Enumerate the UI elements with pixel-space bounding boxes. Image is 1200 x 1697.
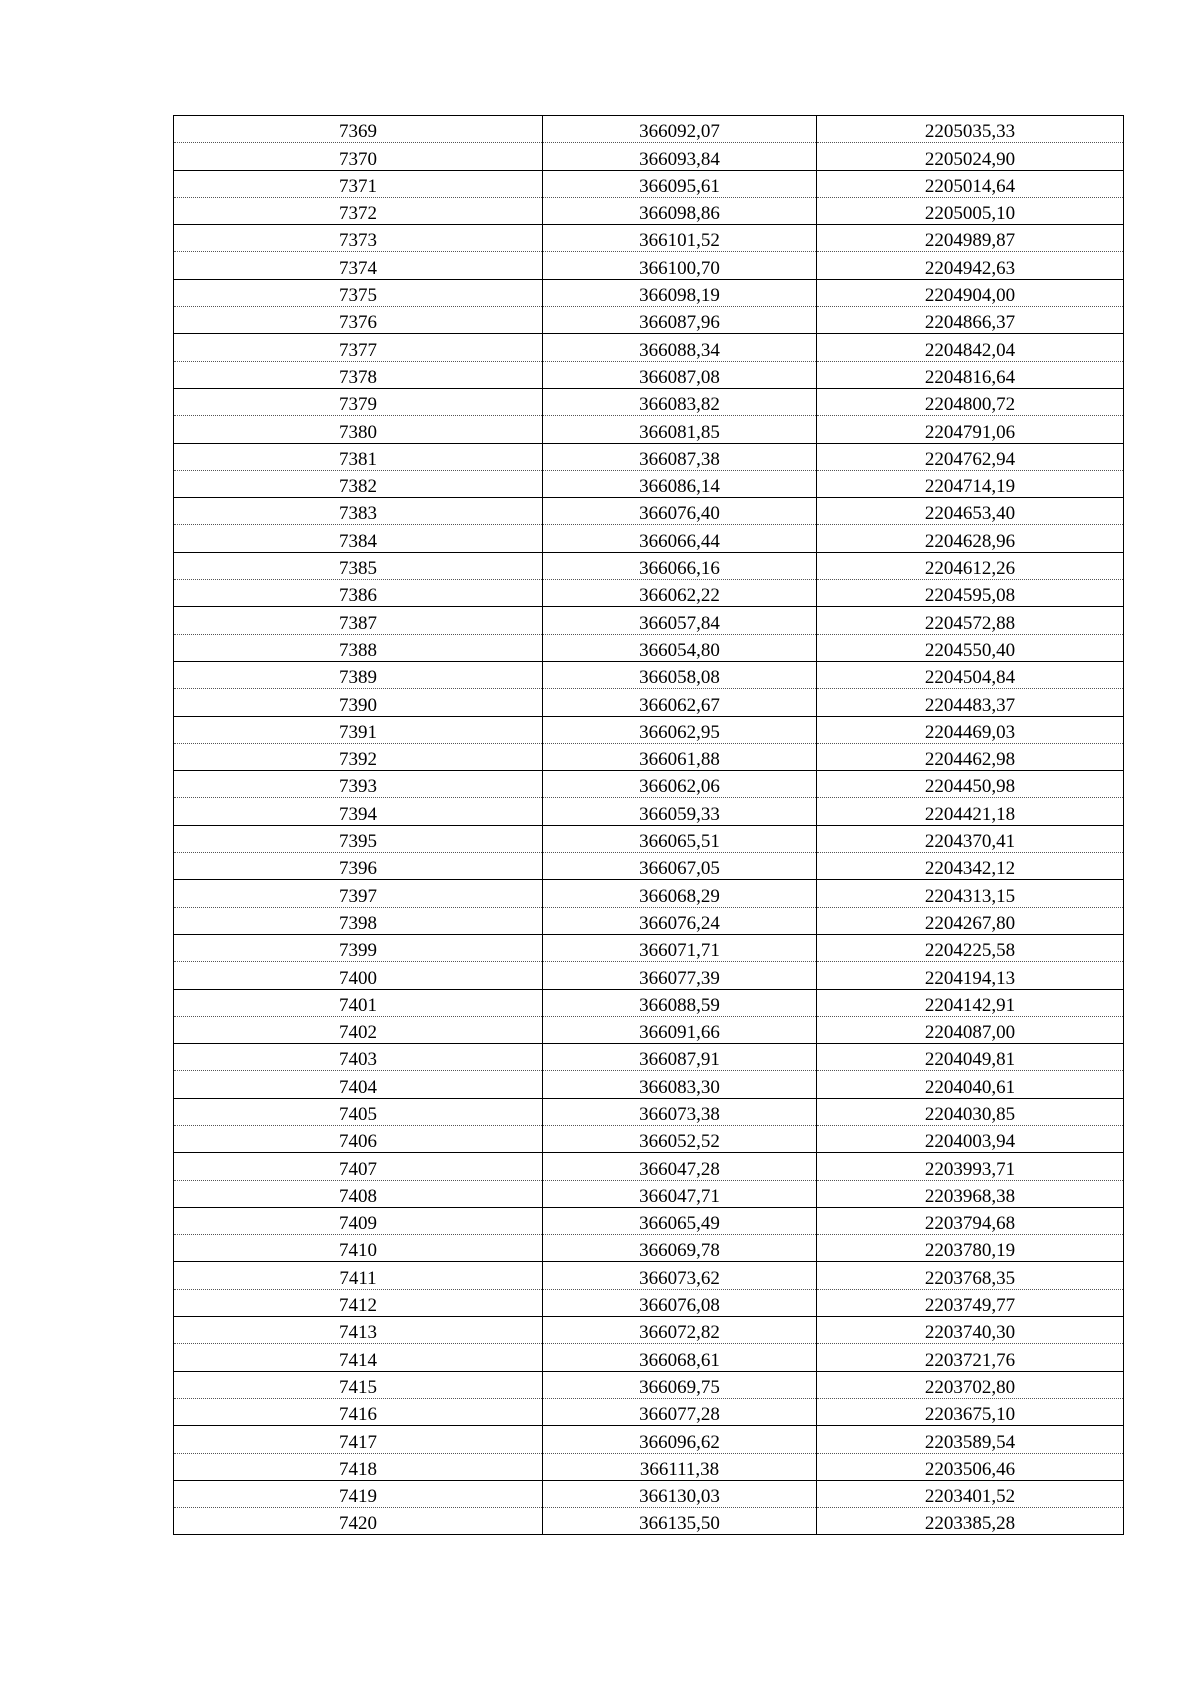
x-coordinate-cell: 366047,28 [543,1153,817,1180]
point-number-cell: 7383 [174,498,543,525]
point-number-cell: 7400 [174,962,543,989]
table-row [174,634,1124,661]
point-number-cell: 7391 [174,716,543,743]
table-row [174,1153,1124,1180]
table-row [174,934,1124,961]
point-number-cell: 7388 [174,634,543,661]
table-row [174,307,1124,334]
y-coordinate-cell: 2203401,52 [817,1480,1124,1507]
y-coordinate-cell: 2204714,19 [817,470,1124,497]
table-row [174,1371,1124,1398]
table-row [174,552,1124,579]
point-number-cell: 7380 [174,416,543,443]
x-coordinate-cell: 366073,38 [543,1098,817,1125]
x-coordinate-cell: 366087,08 [543,361,817,388]
point-number-cell: 7403 [174,1044,543,1071]
point-number-cell: 7417 [174,1426,543,1453]
point-number-cell: 7408 [174,1180,543,1207]
point-number-cell: 7392 [174,743,543,770]
y-coordinate-cell: 2203589,54 [817,1426,1124,1453]
y-coordinate-cell: 2203385,28 [817,1508,1124,1535]
x-coordinate-cell: 366069,78 [543,1235,817,1262]
table-row [174,1317,1124,1344]
y-coordinate-cell: 2203768,35 [817,1262,1124,1289]
y-coordinate-cell: 2204450,98 [817,771,1124,798]
x-coordinate-cell: 366130,03 [543,1480,817,1507]
x-coordinate-cell: 366076,08 [543,1289,817,1316]
y-coordinate-cell: 2204628,96 [817,525,1124,552]
x-coordinate-cell: 366096,62 [543,1426,817,1453]
table-row [174,197,1124,224]
point-number-cell: 7369 [174,116,543,143]
x-coordinate-cell: 366047,71 [543,1180,817,1207]
table-row [174,170,1124,197]
y-coordinate-cell: 2205005,10 [817,197,1124,224]
point-number-cell: 7374 [174,252,543,279]
table-row [174,1044,1124,1071]
x-coordinate-cell: 366073,62 [543,1262,817,1289]
table-row [174,1071,1124,1098]
y-coordinate-cell: 2204469,03 [817,716,1124,743]
table-row [174,1262,1124,1289]
y-coordinate-cell: 2204342,12 [817,853,1124,880]
y-coordinate-cell: 2204904,00 [817,279,1124,306]
table-row [174,525,1124,552]
point-number-cell: 7398 [174,907,543,934]
table-row [174,989,1124,1016]
x-coordinate-cell: 366057,84 [543,607,817,634]
point-number-cell: 7381 [174,443,543,470]
table-row [174,470,1124,497]
x-coordinate-cell: 366058,08 [543,661,817,688]
x-coordinate-cell: 366065,51 [543,825,817,852]
point-number-cell: 7372 [174,197,543,224]
y-coordinate-cell: 2204462,98 [817,743,1124,770]
y-coordinate-cell: 2204194,13 [817,962,1124,989]
x-coordinate-cell: 366086,14 [543,470,817,497]
x-coordinate-cell: 366087,91 [543,1044,817,1071]
y-coordinate-cell: 2204040,61 [817,1071,1124,1098]
table-row [174,279,1124,306]
x-coordinate-cell: 366081,85 [543,416,817,443]
table-row [174,416,1124,443]
table-row [174,1508,1124,1535]
point-number-cell: 7386 [174,580,543,607]
y-coordinate-cell: 2204003,94 [817,1125,1124,1152]
point-number-cell: 7406 [174,1125,543,1152]
table-row [174,907,1124,934]
x-coordinate-cell: 366087,38 [543,443,817,470]
table-row [174,361,1124,388]
x-coordinate-cell: 366083,82 [543,388,817,415]
y-coordinate-cell: 2205024,90 [817,143,1124,170]
table-row [174,1180,1124,1207]
y-coordinate-cell: 2204800,72 [817,388,1124,415]
y-coordinate-cell: 2204942,63 [817,252,1124,279]
y-coordinate-cell: 2204142,91 [817,989,1124,1016]
y-coordinate-cell: 2203675,10 [817,1398,1124,1425]
table-row [174,580,1124,607]
point-number-cell: 7375 [174,279,543,306]
table-row [174,1289,1124,1316]
x-coordinate-cell: 366062,06 [543,771,817,798]
y-coordinate-cell: 2203721,76 [817,1344,1124,1371]
x-coordinate-cell: 366098,19 [543,279,817,306]
y-coordinate-cell: 2204791,06 [817,416,1124,443]
point-number-cell: 7378 [174,361,543,388]
point-number-cell: 7377 [174,334,543,361]
x-coordinate-cell: 366100,70 [543,252,817,279]
y-coordinate-cell: 2203740,30 [817,1317,1124,1344]
point-number-cell: 7404 [174,1071,543,1098]
point-number-cell: 7393 [174,771,543,798]
point-number-cell: 7395 [174,825,543,852]
table-row [174,853,1124,880]
x-coordinate-cell: 366087,96 [543,307,817,334]
x-coordinate-cell: 366071,71 [543,934,817,961]
table-row [174,388,1124,415]
table-row [174,1235,1124,1262]
x-coordinate-cell: 366062,67 [543,689,817,716]
x-coordinate-cell: 366083,30 [543,1071,817,1098]
table-row [174,661,1124,688]
x-coordinate-cell: 366062,22 [543,580,817,607]
table-row [174,1098,1124,1125]
table-row [174,1344,1124,1371]
coordinates-table [173,115,1124,1535]
x-coordinate-cell: 366077,39 [543,962,817,989]
coordinates-table-body [174,116,1124,1535]
y-coordinate-cell: 2204595,08 [817,580,1124,607]
point-number-cell: 7373 [174,225,543,252]
y-coordinate-cell: 2204049,81 [817,1044,1124,1071]
y-coordinate-cell: 2204504,84 [817,661,1124,688]
x-coordinate-cell: 366068,61 [543,1344,817,1371]
table-row [174,689,1124,716]
point-number-cell: 7407 [174,1153,543,1180]
point-number-cell: 7420 [174,1508,543,1535]
table-row [174,443,1124,470]
table-row [174,607,1124,634]
point-number-cell: 7387 [174,607,543,634]
y-coordinate-cell: 2205035,33 [817,116,1124,143]
point-number-cell: 7411 [174,1262,543,1289]
x-coordinate-cell: 366062,95 [543,716,817,743]
point-number-cell: 7418 [174,1453,543,1480]
x-coordinate-cell: 366095,61 [543,170,817,197]
y-coordinate-cell: 2204989,87 [817,225,1124,252]
x-coordinate-cell: 366111,38 [543,1453,817,1480]
y-coordinate-cell: 2204030,85 [817,1098,1124,1125]
point-number-cell: 7390 [174,689,543,716]
point-number-cell: 7415 [174,1371,543,1398]
x-coordinate-cell: 366076,40 [543,498,817,525]
y-coordinate-cell: 2204313,15 [817,880,1124,907]
y-coordinate-cell: 2204370,41 [817,825,1124,852]
table-row [174,1480,1124,1507]
table-row [174,1125,1124,1152]
x-coordinate-cell: 366069,75 [543,1371,817,1398]
y-coordinate-cell: 2204612,26 [817,552,1124,579]
x-coordinate-cell: 366067,05 [543,853,817,880]
table-row [174,825,1124,852]
y-coordinate-cell: 2204087,00 [817,1016,1124,1043]
table-row [174,771,1124,798]
y-coordinate-cell: 2204267,80 [817,907,1124,934]
table-row [174,880,1124,907]
y-coordinate-cell: 2204653,40 [817,498,1124,525]
point-number-cell: 7412 [174,1289,543,1316]
y-coordinate-cell: 2204572,88 [817,607,1124,634]
point-number-cell: 7397 [174,880,543,907]
x-coordinate-cell: 366088,34 [543,334,817,361]
x-coordinate-cell: 366091,66 [543,1016,817,1043]
y-coordinate-cell: 2204762,94 [817,443,1124,470]
y-coordinate-cell: 2204225,58 [817,934,1124,961]
point-number-cell: 7396 [174,853,543,880]
x-coordinate-cell: 366052,52 [543,1125,817,1152]
y-coordinate-cell: 2203993,71 [817,1153,1124,1180]
y-coordinate-cell: 2203968,38 [817,1180,1124,1207]
x-coordinate-cell: 366101,52 [543,225,817,252]
y-coordinate-cell: 2204866,37 [817,307,1124,334]
point-number-cell: 7402 [174,1016,543,1043]
x-coordinate-cell: 366066,16 [543,552,817,579]
point-number-cell: 7394 [174,798,543,825]
point-number-cell: 7371 [174,170,543,197]
y-coordinate-cell: 2203702,80 [817,1371,1124,1398]
table-row [174,1453,1124,1480]
y-coordinate-cell: 2204550,40 [817,634,1124,661]
x-coordinate-cell: 366061,88 [543,743,817,770]
table-row [174,143,1124,170]
x-coordinate-cell: 366093,84 [543,143,817,170]
y-coordinate-cell: 2204842,04 [817,334,1124,361]
y-coordinate-cell: 2204816,64 [817,361,1124,388]
x-coordinate-cell: 366088,59 [543,989,817,1016]
table-row [174,252,1124,279]
point-number-cell: 7419 [174,1480,543,1507]
table-row [174,962,1124,989]
y-coordinate-cell: 2204483,37 [817,689,1124,716]
table-row [174,1426,1124,1453]
x-coordinate-cell: 366072,82 [543,1317,817,1344]
x-coordinate-cell: 366092,07 [543,116,817,143]
point-number-cell: 7413 [174,1317,543,1344]
x-coordinate-cell: 366066,44 [543,525,817,552]
table-row [174,716,1124,743]
y-coordinate-cell: 2203749,77 [817,1289,1124,1316]
x-coordinate-cell: 366054,80 [543,634,817,661]
table-row [174,116,1124,143]
y-coordinate-cell: 2203794,68 [817,1207,1124,1234]
table-row [174,498,1124,525]
x-coordinate-cell: 366135,50 [543,1508,817,1535]
table-row [174,1207,1124,1234]
y-coordinate-cell: 2203780,19 [817,1235,1124,1262]
table-row [174,798,1124,825]
point-number-cell: 7379 [174,388,543,415]
point-number-cell: 7385 [174,552,543,579]
table-row [174,334,1124,361]
y-coordinate-cell: 2204421,18 [817,798,1124,825]
x-coordinate-cell: 366076,24 [543,907,817,934]
table-row [174,225,1124,252]
point-number-cell: 7370 [174,143,543,170]
point-number-cell: 7416 [174,1398,543,1425]
point-number-cell: 7414 [174,1344,543,1371]
table-row [174,743,1124,770]
x-coordinate-cell: 366068,29 [543,880,817,907]
point-number-cell: 7389 [174,661,543,688]
point-number-cell: 7409 [174,1207,543,1234]
table-row [174,1016,1124,1043]
y-coordinate-cell: 2205014,64 [817,170,1124,197]
point-number-cell: 7401 [174,989,543,1016]
x-coordinate-cell: 366098,86 [543,197,817,224]
point-number-cell: 7410 [174,1235,543,1262]
point-number-cell: 7382 [174,470,543,497]
x-coordinate-cell: 366065,49 [543,1207,817,1234]
point-number-cell: 7405 [174,1098,543,1125]
x-coordinate-cell: 366077,28 [543,1398,817,1425]
point-number-cell: 7399 [174,934,543,961]
x-coordinate-cell: 366059,33 [543,798,817,825]
y-coordinate-cell: 2203506,46 [817,1453,1124,1480]
point-number-cell: 7376 [174,307,543,334]
point-number-cell: 7384 [174,525,543,552]
table-row [174,1398,1124,1425]
